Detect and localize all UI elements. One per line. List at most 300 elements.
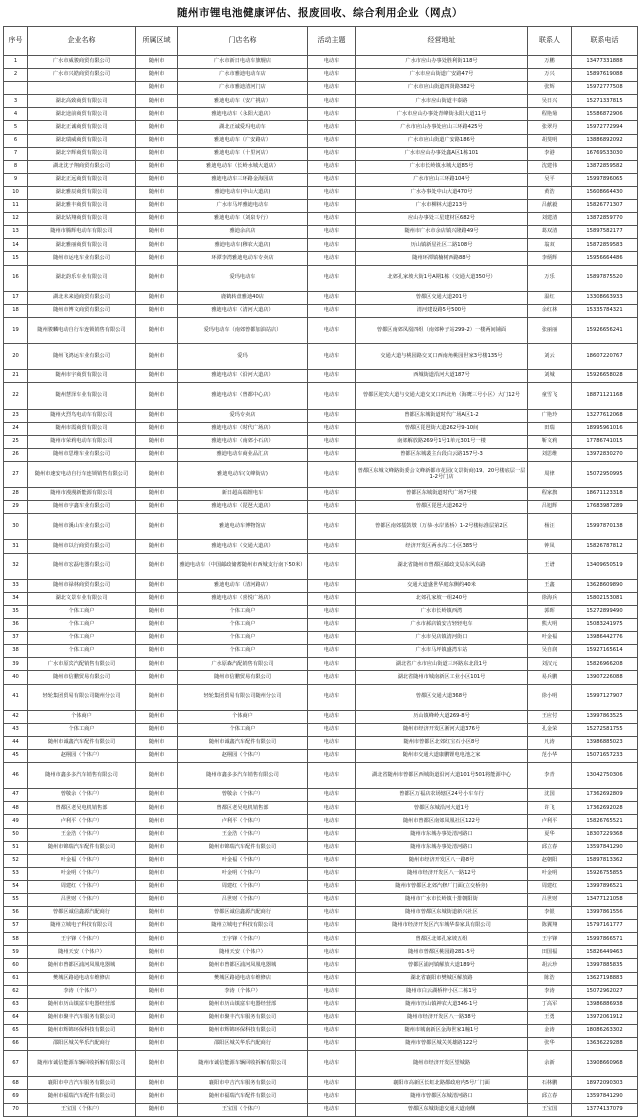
cell-company: 随州市漫漫新能源有限公司 bbox=[28, 488, 136, 501]
cell-phone: 13972061912 bbox=[572, 1011, 638, 1024]
table-row bbox=[4, 972, 638, 985]
cell-index: 5 bbox=[4, 121, 28, 134]
cell-store: 随州市锦瑞汽车配件有限公司 bbox=[178, 841, 308, 854]
cell-phone: 17786741015 bbox=[572, 435, 638, 448]
table-row bbox=[4, 605, 638, 618]
cell-phone: 17362692028 bbox=[572, 802, 638, 815]
cell-contact: 胡斐明 bbox=[528, 134, 572, 147]
cell-address: 随州市交通大道康鹏锂电电池之家 bbox=[356, 749, 528, 762]
cell-region: 随州市 bbox=[136, 200, 178, 213]
cell-index: 4 bbox=[4, 108, 28, 121]
cell-region: 随州市 bbox=[136, 134, 178, 147]
cell-contact: 田国福 bbox=[528, 946, 572, 959]
cell-region: 随州市 bbox=[136, 108, 178, 121]
cell-company: 随州市宏磊电器有限公司 bbox=[28, 553, 136, 579]
cell-phone: 13042750306 bbox=[572, 763, 638, 789]
table-row bbox=[4, 579, 638, 592]
cell-address: 随州市曾都区南郊凤凰社区122号 bbox=[356, 815, 528, 828]
cell-phone: 15072962027 bbox=[572, 985, 638, 998]
cell-index: 10 bbox=[4, 186, 28, 199]
cell-region: 随州市 bbox=[136, 763, 178, 789]
cell-contact: 徐小明 bbox=[528, 684, 572, 710]
cell-region: 随州市 bbox=[136, 749, 178, 762]
cell-contact: 凡涛 bbox=[528, 736, 572, 749]
cell-store: 雅迪电动车（南郊小石店） bbox=[178, 435, 308, 448]
cell-contact: 万兴 bbox=[528, 69, 572, 82]
cell-region: 随州市 bbox=[136, 461, 178, 487]
cell-region: 随州市 bbox=[136, 370, 178, 383]
cell-index: 3 bbox=[4, 95, 28, 108]
cell-region: 随州市 bbox=[136, 383, 178, 409]
cell-phone: 13409650519 bbox=[572, 553, 638, 579]
cell-contact: 叶金福 bbox=[528, 632, 572, 645]
table-row bbox=[4, 409, 638, 422]
cell-store: 雅迪电动车商业品汇店 bbox=[178, 448, 308, 461]
cell-contact: 刘城 bbox=[528, 370, 572, 383]
enterprise-table bbox=[3, 26, 638, 1117]
cell-theme: 电动车 bbox=[308, 605, 356, 618]
cell-phone: 18972090303 bbox=[572, 1077, 638, 1090]
cell-address: 南郊解放路269号1号1单元301号一楼 bbox=[356, 435, 528, 448]
cell-theme: 电动车 bbox=[308, 579, 356, 592]
cell-region: 随州市 bbox=[136, 488, 178, 501]
cell-company: 随州市历山镇富车电器经营部 bbox=[28, 998, 136, 1011]
cell-address: 广水市应山办事处鑫A区1栋101 bbox=[356, 147, 528, 160]
cell-phone: 13972830270 bbox=[572, 448, 638, 461]
cell-address: 交通大道盛世华庭东侧约40米 bbox=[356, 579, 528, 592]
cell-contact: 李炳辉 bbox=[528, 252, 572, 265]
cell-phone: 17362692809 bbox=[572, 789, 638, 802]
cell-theme: 电动车 bbox=[308, 1011, 356, 1024]
cell-region: 随州市 bbox=[136, 1011, 178, 1024]
cell-region: 随州市 bbox=[136, 514, 178, 540]
cell-theme: 电动车 bbox=[308, 370, 356, 383]
cell-company: 广水市威骏商贸有限公司 bbox=[28, 56, 136, 69]
cell-contact: 吴平 bbox=[528, 173, 572, 186]
cell-index: 20 bbox=[4, 344, 28, 370]
cell-contact: 田瑞 bbox=[528, 422, 572, 435]
table-row bbox=[4, 841, 638, 854]
cell-phone: 13277612068 bbox=[572, 409, 638, 422]
cell-store: 环潭李湾雅迪电动车专卖店 bbox=[178, 252, 308, 265]
cell-address: 广水市长岭镇西湾 bbox=[356, 605, 528, 618]
cell-theme: 电动车 bbox=[308, 972, 356, 985]
cell-company: 随州市鑫多多汽车销售有限公司 bbox=[28, 763, 136, 789]
cell-store: 鹿鹤转盘雅迪40店 bbox=[178, 291, 308, 304]
cell-store: 雅迪电动车（永阳大道店） bbox=[178, 108, 308, 121]
cell-contact: 吴日兴 bbox=[528, 95, 572, 108]
cell-address: 西城街道沿河大道187号 bbox=[356, 370, 528, 383]
cell-index: 54 bbox=[4, 880, 28, 893]
cell-theme: 电动车 bbox=[308, 802, 356, 815]
cell-theme: 电动车 bbox=[308, 422, 356, 435]
table-row bbox=[4, 1024, 638, 1037]
cell-region: 随州市 bbox=[136, 736, 178, 749]
cell-theme: 电动车 bbox=[308, 894, 356, 907]
cell-store: 雅迪电动车（长岭水城大道店） bbox=[178, 160, 308, 173]
cell-index: 25 bbox=[4, 435, 28, 448]
cell-contact: 翁双 bbox=[528, 239, 572, 252]
cell-address: 曾都区东城街道时代广场A区1-2 bbox=[356, 409, 528, 422]
cell-theme: 电动车 bbox=[308, 553, 356, 579]
cell-contact: 卢利平 bbox=[528, 815, 572, 828]
cell-contact: 李港 bbox=[528, 147, 572, 160]
cell-store: 随州市信鹏贸易有限公司 bbox=[178, 671, 308, 684]
cell-region: 随州市 bbox=[136, 985, 178, 998]
cell-index: 65 bbox=[4, 1024, 28, 1037]
cell-region: 随州市 bbox=[136, 907, 178, 920]
cell-index: 22 bbox=[4, 383, 28, 409]
table-row bbox=[4, 553, 638, 579]
cell-theme: 电动车 bbox=[308, 854, 356, 867]
cell-phone: 15897875520 bbox=[572, 265, 638, 291]
cell-contact: 王宝国 bbox=[528, 1103, 572, 1116]
cell-index: 11 bbox=[4, 200, 28, 213]
cell-index: 21 bbox=[4, 370, 28, 383]
cell-index: 51 bbox=[4, 841, 28, 854]
cell-contact: 李涛 bbox=[528, 985, 572, 998]
cell-company: 个体商户 bbox=[28, 710, 136, 723]
cell-theme: 电动车 bbox=[308, 186, 356, 199]
cell-store: 叶金福（个体户） bbox=[178, 854, 308, 867]
cell-company: 湖北沈子翔商贸有限公司 bbox=[28, 160, 136, 173]
col-header-theme: 活动主题 bbox=[308, 27, 356, 56]
cell-theme: 电动车 bbox=[308, 147, 356, 160]
cell-index: 2 bbox=[4, 69, 28, 82]
cell-company: 叶金明（个体户） bbox=[28, 867, 136, 880]
cell-theme: 电动车 bbox=[308, 645, 356, 658]
cell-store: 雅迪电动车（琵琶大道店） bbox=[178, 501, 308, 514]
cell-index: 69 bbox=[4, 1090, 28, 1103]
cell-phone: 15826787812 bbox=[572, 540, 638, 553]
cell-store: 个体工商户 bbox=[178, 632, 308, 645]
cell-address: 交通大道与桃园路交叉口西南角桃园世家3号楼135号 bbox=[356, 344, 528, 370]
cell-index: 7 bbox=[4, 147, 28, 160]
cell-phone: 13997863525 bbox=[572, 710, 638, 723]
cell-phone: 15997896065 bbox=[572, 173, 638, 186]
cell-store: 邵阳区城关华乐汽配商行 bbox=[178, 1038, 308, 1051]
cell-address: 历山镇峰岭大道269-8号 bbox=[356, 710, 528, 723]
cell-address: 曾都区琵琶大道262号 bbox=[356, 501, 528, 514]
cell-phone: 13907226088 bbox=[572, 671, 638, 684]
cell-contact: 范小华 bbox=[528, 749, 572, 762]
cell-phone: 15997870138 bbox=[572, 514, 638, 540]
cell-theme: 电动车 bbox=[308, 69, 356, 82]
cell-index: 47 bbox=[4, 789, 28, 802]
cell-contact: 王应付 bbox=[528, 710, 572, 723]
cell-company: 随州市宇商贸有限公司 bbox=[28, 370, 136, 383]
cell-index: 43 bbox=[4, 723, 28, 736]
cell-region: 随州市 bbox=[136, 933, 178, 946]
cell-region: 随州市 bbox=[136, 684, 178, 710]
cell-address: 广水市应山办事处胜利街118号 bbox=[356, 56, 528, 69]
cell-company: 湖北正远商贸有限公司 bbox=[28, 173, 136, 186]
cell-theme: 电动车 bbox=[308, 1038, 356, 1051]
cell-phone: 13986886938 bbox=[572, 998, 638, 1011]
table-row bbox=[4, 985, 638, 998]
cell-address: 曾都区东城街道交通大道南侧 bbox=[356, 1103, 528, 1116]
cell-company: 随州市诚鑫汽车配件有限公司 bbox=[28, 736, 136, 749]
col-header-index: 序号 bbox=[4, 27, 28, 56]
cell-company: 随州市博文商贸有限公司 bbox=[28, 304, 136, 317]
cell-company: 随州骏麟电动自行车连锁销售有限公司 bbox=[28, 317, 136, 343]
cell-contact: 周建红 bbox=[528, 880, 572, 893]
cell-phone: 18307229368 bbox=[572, 828, 638, 841]
cell-phone: 15083241975 bbox=[572, 619, 638, 632]
table-row bbox=[4, 920, 638, 933]
cell-region: 随州市 bbox=[136, 160, 178, 173]
cell-theme: 电动车 bbox=[308, 252, 356, 265]
cell-store: 随州市曾都区浦河凤凰电器城 bbox=[178, 959, 308, 972]
cell-address: 广水市长岭镇水城大道85号 bbox=[356, 160, 528, 173]
cell-store: 广水市新日电动车旗舰店 bbox=[178, 56, 308, 69]
cell-index: 48 bbox=[4, 802, 28, 815]
cell-company: 湖北文景车业有限公司 bbox=[28, 592, 136, 605]
cell-theme: 电动车 bbox=[308, 841, 356, 854]
cell-theme: 电动车 bbox=[308, 933, 356, 946]
cell-region: 随州市 bbox=[136, 226, 178, 239]
cell-company: 曾敬余（个体户） bbox=[28, 789, 136, 802]
cell-store: 个体工商户 bbox=[178, 723, 308, 736]
table-row bbox=[4, 1011, 638, 1024]
cell-store: 个体工商户 bbox=[178, 645, 308, 658]
cell-address: 随州市曾都区北郊汽修厂门面(立交桥旁) bbox=[356, 880, 528, 893]
cell-index: 9 bbox=[4, 173, 28, 186]
cell-contact: 丁高军 bbox=[528, 998, 572, 1011]
cell-company: 李涛（个体户） bbox=[28, 985, 136, 998]
cell-store: 随州市辉锦环保科技有限公司 bbox=[178, 1024, 308, 1037]
cell-address: 广水市马坪镇盛湾车站 bbox=[356, 645, 528, 658]
cell-phone: 15272899490 bbox=[572, 605, 638, 618]
cell-index: 62 bbox=[4, 985, 28, 998]
cell-theme: 电动车 bbox=[308, 920, 356, 933]
cell-company: 随州慧泽车业有限公司 bbox=[28, 383, 136, 409]
cell-company: 湖北辛辉商贸有限公司 bbox=[28, 147, 136, 160]
cell-region: 随州市 bbox=[136, 304, 178, 317]
cell-company: 湖北正诚商贸有限公司 bbox=[28, 121, 136, 134]
table-row bbox=[4, 946, 638, 959]
cell-address: 随州市广水市长岭镇十排朝阳街 bbox=[356, 894, 528, 907]
cell-index: 59 bbox=[4, 946, 28, 959]
cell-store: 随州市诚鑫汽车配件有限公司 bbox=[178, 736, 308, 749]
cell-theme: 电动车 bbox=[308, 540, 356, 553]
cell-index: 44 bbox=[4, 736, 28, 749]
cell-contact: 周律 bbox=[528, 461, 572, 487]
cell-address: 曾都区万福店农场辖区24号小车车行 bbox=[356, 789, 528, 802]
table-row bbox=[4, 134, 638, 147]
cell-region: 随州市 bbox=[136, 710, 178, 723]
cell-contact: 吕旭辉 bbox=[528, 501, 572, 514]
table-row bbox=[4, 370, 638, 383]
cell-address: 随州市曾都区北郊红宝石小区8号 bbox=[356, 736, 528, 749]
cell-theme: 电动车 bbox=[308, 160, 356, 173]
cell-index: 50 bbox=[4, 828, 28, 841]
cell-contact: 陈浩 bbox=[528, 972, 572, 985]
cell-region: 随州市 bbox=[136, 56, 178, 69]
cell-index: 66 bbox=[4, 1038, 28, 1051]
cell-index: 29 bbox=[4, 501, 28, 514]
cell-theme: 电动车 bbox=[308, 200, 356, 213]
cell-contact: 余红林 bbox=[528, 304, 572, 317]
cell-contact: 张辉 bbox=[528, 82, 572, 95]
cell-index: 16 bbox=[4, 265, 28, 291]
cell-phone: 15872859583 bbox=[572, 239, 638, 252]
table-row bbox=[4, 867, 638, 880]
cell-index: 1 bbox=[4, 56, 28, 69]
cell-index: 39 bbox=[4, 658, 28, 671]
cell-store: 王宝国（个体户） bbox=[178, 1103, 308, 1116]
cell-index: 52 bbox=[4, 854, 28, 867]
cell-address: 广水市应山街道广安路186号 bbox=[356, 134, 528, 147]
cell-phone: 13986442776 bbox=[572, 632, 638, 645]
cell-region: 随州市 bbox=[136, 186, 178, 199]
table-row bbox=[4, 461, 638, 487]
cell-address: 随州市历山镇神农大道346-1号 bbox=[356, 998, 528, 1011]
cell-phone: 13477331888 bbox=[572, 56, 638, 69]
cell-phone: 15897619088 bbox=[572, 69, 638, 82]
cell-company: 湖北未来通商贸有限公司 bbox=[28, 291, 136, 304]
cell-contact: 徐海兵 bbox=[528, 592, 572, 605]
cell-company: 湖北途前商贸有限公司 bbox=[28, 108, 136, 121]
cell-contact: 胡云珍 bbox=[528, 959, 572, 972]
cell-region: 随州市 bbox=[136, 344, 178, 370]
cell-phone: 15608664430 bbox=[572, 186, 638, 199]
cell-company: 随州市禄林商贸有限公司 bbox=[28, 579, 136, 592]
cell-region: 随州市 bbox=[136, 671, 178, 684]
cell-phone: 18995961016 bbox=[572, 422, 638, 435]
cell-region: 随州市 bbox=[136, 173, 178, 186]
cell-company: 个体工商户 bbox=[28, 619, 136, 632]
cell-phone: 13774137079 bbox=[572, 1103, 638, 1116]
cell-region: 随州市 bbox=[136, 82, 178, 95]
cell-index: 19 bbox=[4, 317, 28, 343]
cell-index: 63 bbox=[4, 998, 28, 1011]
cell-store: 个体商户 bbox=[178, 710, 308, 723]
cell-phone: 13872859582 bbox=[572, 160, 638, 173]
cell-region: 随州市 bbox=[136, 723, 178, 736]
cell-theme: 电动车 bbox=[308, 828, 356, 841]
table-row bbox=[4, 815, 638, 828]
cell-index: 28 bbox=[4, 488, 28, 501]
cell-address: 湖北省随州市城南新区工业小区101号 bbox=[356, 671, 528, 684]
table-row bbox=[4, 723, 638, 736]
cell-store: 雅迪电动车（广安路店） bbox=[178, 134, 308, 147]
cell-store: 新日超高端锂电车 bbox=[178, 488, 308, 501]
table-row bbox=[4, 173, 638, 186]
cell-region: 随州市 bbox=[136, 1103, 178, 1116]
cell-region: 随州市 bbox=[136, 841, 178, 854]
cell-theme: 电动车 bbox=[308, 880, 356, 893]
cell-contact: 石林鹏 bbox=[528, 1077, 572, 1090]
cell-index: 13 bbox=[4, 226, 28, 239]
cell-phone: 15956664486 bbox=[572, 252, 638, 265]
cell-phone: 13308663933 bbox=[572, 291, 638, 304]
cell-contact: 沈建伟 bbox=[528, 160, 572, 173]
cell-store: 雅迪电动车（曾都中心店） bbox=[178, 383, 308, 409]
table-row bbox=[4, 265, 638, 291]
table-row bbox=[4, 422, 638, 435]
cell-region: 随州市 bbox=[136, 592, 178, 605]
cell-index: 70 bbox=[4, 1103, 28, 1116]
cell-contact: 刘建清 bbox=[528, 213, 572, 226]
cell-company: 邵阳区城关华乐汽配商行 bbox=[28, 1038, 136, 1051]
cell-address: 广水市柳林大道213号 bbox=[356, 200, 528, 213]
cell-index: 17 bbox=[4, 291, 28, 304]
cell-phone: 13597841290 bbox=[572, 841, 638, 854]
table-row bbox=[4, 252, 638, 265]
cell-theme: 电动车 bbox=[308, 763, 356, 789]
cell-theme: 电动车 bbox=[308, 867, 356, 880]
cell-company: 个体工商户 bbox=[28, 632, 136, 645]
cell-company: 随州天安（个体户） bbox=[28, 946, 136, 959]
cell-index: 12 bbox=[4, 213, 28, 226]
cell-contact: 万乐 bbox=[528, 265, 572, 291]
cell-region: 随州市 bbox=[136, 1077, 178, 1090]
table-row bbox=[4, 95, 638, 108]
cell-region: 随州市 bbox=[136, 1038, 178, 1051]
cell-theme: 电动车 bbox=[308, 959, 356, 972]
cell-address: 应山办事处三星建材区682号 bbox=[356, 213, 528, 226]
cell-index: 46 bbox=[4, 763, 28, 789]
cell-company: 襄阳市中吉汽车服务有限公司 bbox=[28, 1077, 136, 1090]
cell-theme: 电动车 bbox=[308, 134, 356, 147]
table-row bbox=[4, 749, 638, 762]
cell-store: 雅迪电动车（刘泉专行） bbox=[178, 213, 308, 226]
table-row bbox=[4, 239, 638, 252]
cell-company: 湖北韵乐车业有限公司 bbox=[28, 265, 136, 291]
cell-phone: 15071657233 bbox=[572, 749, 638, 762]
table-row bbox=[4, 435, 638, 448]
cell-store: 随州立城电子科技有限公司 bbox=[178, 920, 308, 933]
cell-contact: 王鑫 bbox=[528, 579, 572, 592]
cell-contact: 邱立春 bbox=[528, 1090, 572, 1103]
cell-store: 爱玛专卖店 bbox=[178, 409, 308, 422]
cell-company: 湖北高致商贸有限公司 bbox=[28, 95, 136, 108]
cell-company: 随州市福瑞汽车配件有限公司 bbox=[28, 1090, 136, 1103]
cell-address: 湖北省随州市曾都区邮政支局东风东路 bbox=[356, 553, 528, 579]
cell-address: 广水市郝店镇安吉轻轻电车 bbox=[356, 619, 528, 632]
cell-index: 37 bbox=[4, 632, 28, 645]
cell-store: 雅迪余店店 bbox=[178, 226, 308, 239]
cell-theme: 电动车 bbox=[308, 514, 356, 540]
table-row bbox=[4, 108, 638, 121]
cell-index: 15 bbox=[4, 252, 28, 265]
cell-phone: 15997866571 bbox=[572, 933, 638, 946]
cell-address: 随州市经济开发区淅河大道376号 bbox=[356, 723, 528, 736]
cell-index: 18 bbox=[4, 304, 28, 317]
cell-region: 随州市 bbox=[136, 789, 178, 802]
cell-company: 随州市曾都区浦河凤凰电器城 bbox=[28, 959, 136, 972]
cell-address: 曾都区东城沿河大道1号 bbox=[356, 802, 528, 815]
cell-theme: 电动车 bbox=[308, 173, 356, 186]
cell-store: 曾都区老吴电机销售部 bbox=[178, 802, 308, 815]
cell-theme: 电动车 bbox=[308, 592, 356, 605]
table-row bbox=[4, 501, 638, 514]
table-row bbox=[4, 69, 638, 82]
cell-theme: 电动车 bbox=[308, 1024, 356, 1037]
cell-index: 26 bbox=[4, 448, 28, 461]
table-row bbox=[4, 802, 638, 815]
cell-store: 曾敬余（个体户） bbox=[178, 789, 308, 802]
table-row bbox=[4, 488, 638, 501]
cell-region: 随州市 bbox=[136, 579, 178, 592]
cell-company: 吕世财（个体户） bbox=[28, 894, 136, 907]
cell-phone: 13908660968 bbox=[572, 1051, 638, 1077]
table-row bbox=[4, 789, 638, 802]
cell-region: 随州市 bbox=[136, 815, 178, 828]
cell-phone: 18086263302 bbox=[572, 1024, 638, 1037]
cell-address: 广水市应山办事处应山三环路425号 bbox=[356, 121, 528, 134]
